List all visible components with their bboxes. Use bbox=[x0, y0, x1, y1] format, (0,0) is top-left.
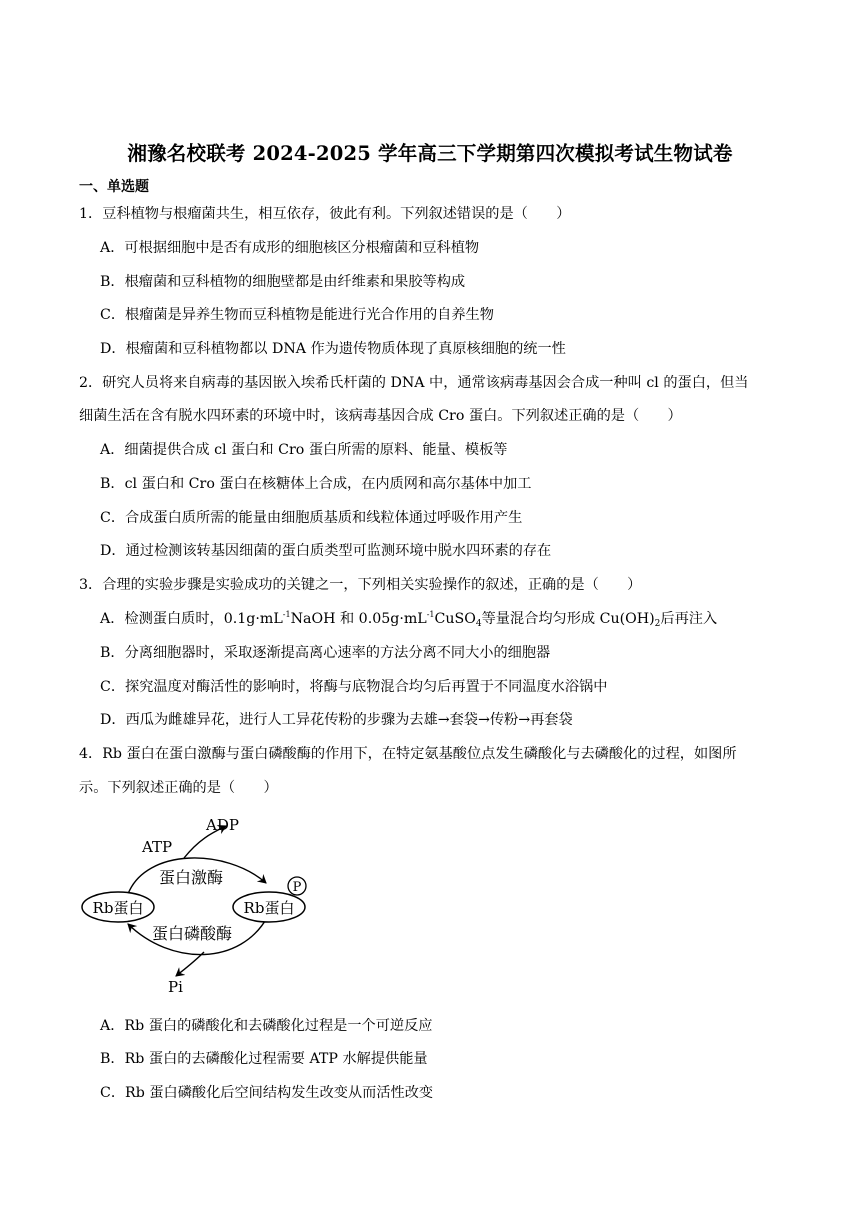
q3a-sup-2: -1 bbox=[426, 610, 435, 619]
rb-left-label: Rb蛋白 bbox=[92, 899, 144, 917]
question-2-stem-line-2: 细菌生活在含有脱水四环素的环境中时，该病毒基因合成 Cro 蛋白。下列叙述正确的是（ ） bbox=[79, 408, 682, 424]
atp-label: ATP bbox=[142, 838, 173, 856]
question-4-option-b[interactable]: B．Rb 蛋白的去磷酸化过程需要 ATP 水解提供能量 bbox=[100, 1051, 428, 1067]
question-1-option-c[interactable]: C．根瘤菌是异养生物而豆科植物是能进行光合作用的自养生物 bbox=[100, 307, 494, 323]
q3a-sub-1: 4 bbox=[475, 619, 482, 629]
question-2-option-c[interactable]: C．合成蛋白质所需的能量由细胞质基质和线粒体通过呼吸作用产生 bbox=[100, 510, 523, 526]
q3a-text-1: A．检测蛋白质时，0.1g·mL bbox=[100, 611, 283, 627]
section-heading: 一、单选题 bbox=[79, 179, 149, 195]
question-4-stem-line-2: 示。下列叙述正确的是（ ） bbox=[79, 780, 278, 796]
rb-phosphorylation-diagram bbox=[76, 806, 316, 1002]
phosphatase-label: 蛋白磷酸酶 bbox=[152, 924, 233, 943]
q3a-text-3: CuSO bbox=[434, 611, 476, 627]
question-4-stem-line-1: 4．Rb 蛋白在蛋白激酶与蛋白磷酸酶的作用下，在特定氨基酸位点发生磷酸化与去磷酸化的过程，如图所 bbox=[79, 746, 737, 762]
question-2-option-d[interactable]: D．通过检测该转基因细菌的蛋白质类型可监测环境中脱水四环素的存在 bbox=[100, 543, 552, 559]
question-3-option-a[interactable] bbox=[100, 608, 717, 628]
question-2-option-a[interactable]: A．细菌提供合成 cl 蛋白和 Cro 蛋白所需的原料、能量、模板等 bbox=[100, 442, 508, 458]
question-4-option-a[interactable]: A．Rb 蛋白的磷酸化和去磷酸化过程是一个可逆反应 bbox=[100, 1018, 433, 1034]
q3a-sup-1: -1 bbox=[282, 610, 291, 619]
question-3-option-d[interactable]: D．西瓜为雌雄异花，进行人工异花传粉的步骤为去雄→套袋→传粉→再套袋 bbox=[100, 712, 573, 728]
adp-label: ADP bbox=[206, 816, 239, 834]
question-1-option-a[interactable]: A．可根据细胞中是否有成形的细胞核区分根瘤菌和豆科植物 bbox=[100, 240, 480, 256]
rb-right-label: Rb蛋白 bbox=[243, 899, 295, 917]
q3a-sub-2: 2 bbox=[654, 619, 661, 629]
question-1-option-d[interactable]: D．根瘤菌和豆科植物都以 DNA 作为遗传物质体现了真原核细胞的统一性 bbox=[100, 341, 566, 357]
q3a-text-5: 后再注入 bbox=[660, 611, 718, 627]
question-2-stem-line-1: 2．研究人员将来自病毒的基因嵌入埃希氏杆菌的 DNA 中，通常该病毒基因会合成一种叫 cl 的蛋白，但当 bbox=[79, 375, 749, 391]
question-4-option-c[interactable]: C．Rb 蛋白磷酸化后空间结构发生改变从而活性改变 bbox=[100, 1085, 434, 1101]
question-3-option-b[interactable]: B．分离细胞器时，采取逐渐提高离心速率的方法分离不同大小的细胞器 bbox=[100, 645, 551, 661]
q3a-text-4: 等量混合均匀形成 Cu(OH) bbox=[481, 611, 655, 627]
q3a-text-2: NaOH 和 0.05g·mL bbox=[290, 611, 427, 627]
question-3-stem: 3．合理的实验步骤是实验成功的关键之一，下列相关实验操作的叙述，正确的是（ ） bbox=[79, 577, 642, 593]
pi-label: Pi bbox=[168, 978, 183, 996]
pi-arrow bbox=[176, 952, 204, 976]
phosphate-label: P bbox=[292, 880, 302, 895]
question-3-option-c[interactable]: C．探究温度对酶活性的影响时，将酶与底物混合均匀后再置于不同温度水浴锅中 bbox=[100, 679, 608, 695]
exam-title: 湘豫名校联考 2024-2025 学年高三下学期第四次模拟考试生物试卷 bbox=[127, 142, 733, 165]
question-1-option-b[interactable]: B．根瘤菌和豆科植物的细胞壁都是由纤维素和果胶等构成 bbox=[100, 274, 466, 290]
question-2-option-b[interactable]: B．cl 蛋白和 Cro 蛋白在核糖体上合成，在内质网和高尔基体中加工 bbox=[100, 476, 532, 492]
kinase-label: 蛋白激酶 bbox=[159, 868, 224, 887]
question-1-stem: 1．豆科植物与根瘤菌共生，相互依存，彼此有利。下列叙述错误的是（ ） bbox=[79, 206, 571, 222]
